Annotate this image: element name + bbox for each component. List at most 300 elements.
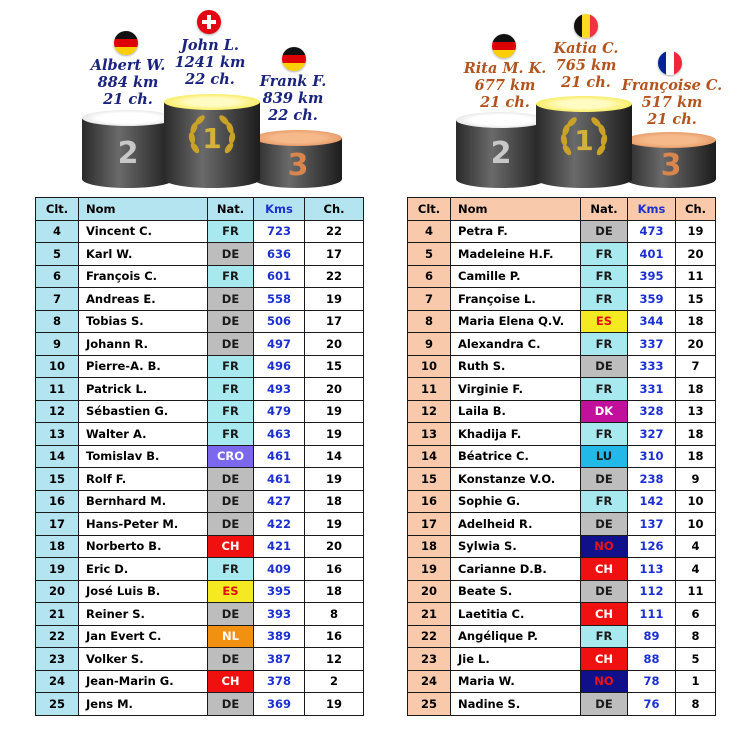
kms-cell: 395 [254, 580, 305, 603]
kms-cell: 636 [254, 243, 305, 266]
nationality-cell: DE [208, 468, 254, 491]
table-row [36, 243, 364, 266]
ch-cell: 11 [676, 265, 716, 288]
nationality-cell: DE [581, 693, 628, 716]
rank-cell: 20 [36, 580, 79, 603]
rank-cell: 23 [408, 648, 451, 671]
rank-cell: 15 [36, 468, 79, 491]
rank-cell: 21 [36, 603, 79, 626]
ch-cell: 19 [305, 288, 364, 311]
table-row [408, 445, 716, 468]
table-row [408, 625, 716, 648]
ch-cell: 2 [305, 670, 364, 693]
table-row [36, 310, 364, 333]
ch-cell: 15 [676, 288, 716, 311]
table-row [36, 580, 364, 603]
nationality-cell: FR [208, 220, 254, 243]
nationality-cell: DE [208, 288, 254, 311]
table-row [408, 288, 716, 311]
kms-cell: 401 [628, 243, 676, 266]
name-cell: Rolf F. [79, 468, 208, 491]
col-header-kms: Kms [628, 198, 676, 221]
ch-cell: 7 [676, 355, 716, 378]
kms-cell: 126 [628, 535, 676, 558]
kms-cell: 310 [628, 445, 676, 468]
german-flag-icon [492, 34, 516, 58]
name-cell: Reiner S. [79, 603, 208, 626]
name-cell: Khadija F. [451, 423, 581, 446]
ch-cell: 15 [305, 355, 364, 378]
name-cell: Laetitia C. [451, 603, 581, 626]
ch-cell: 10 [676, 513, 716, 536]
rank-cell: 16 [36, 490, 79, 513]
third-place-rank: 3 [660, 148, 682, 183]
nationality-cell: FR [581, 625, 628, 648]
german-flag-icon [114, 31, 138, 55]
nationality-cell: FR [581, 288, 628, 311]
table-row [36, 535, 364, 558]
nationality-cell: DE [581, 580, 628, 603]
col-header-kms: Kms [254, 198, 305, 221]
table-row [408, 693, 716, 716]
nationality-cell: DE [581, 355, 628, 378]
name-cell: Eric D. [79, 558, 208, 581]
col-header-clt: Clt. [408, 198, 451, 221]
table-row [408, 558, 716, 581]
rank-cell: 19 [408, 558, 451, 581]
second-place-name: Albert W. [90, 57, 166, 74]
rank-cell: 11 [408, 378, 451, 401]
ch-cell: 16 [305, 558, 364, 581]
kms-cell: 493 [254, 378, 305, 401]
table-row [408, 580, 716, 603]
rank-cell: 23 [36, 648, 79, 671]
kms-cell: 723 [254, 220, 305, 243]
rank-cell: 6 [36, 265, 79, 288]
kms-cell: 331 [628, 378, 676, 401]
second-place-km: 677 km [474, 77, 536, 94]
table-row [36, 400, 364, 423]
table-row [36, 558, 364, 581]
third-place-block [626, 132, 716, 188]
nationality-cell: DE [208, 490, 254, 513]
name-cell: Béatrice C. [451, 445, 581, 468]
table-row [36, 355, 364, 378]
second-place-rank: 2 [117, 136, 139, 171]
ch-cell: 18 [305, 580, 364, 603]
ch-cell: 1 [676, 670, 716, 693]
kms-cell: 387 [254, 648, 305, 671]
nationality-cell: FR [581, 490, 628, 513]
ch-cell: 19 [305, 400, 364, 423]
kms-cell: 238 [628, 468, 676, 491]
rank-cell: 10 [408, 355, 451, 378]
name-cell: Petra F. [451, 220, 581, 243]
kms-cell: 142 [628, 490, 676, 513]
rank-cell: 8 [36, 310, 79, 333]
second-place-block [456, 112, 546, 188]
name-cell: Volker S. [79, 648, 208, 671]
nationality-cell: DE [208, 513, 254, 536]
table-row [408, 513, 716, 536]
name-cell: Ruth S. [451, 355, 581, 378]
table-row [36, 670, 364, 693]
name-cell: Angélique P. [451, 625, 581, 648]
german-flag-icon [282, 47, 306, 71]
nationality-cell: NL [208, 625, 254, 648]
table-row [408, 243, 716, 266]
table-row [36, 220, 364, 243]
col-header-clt: Clt. [36, 198, 79, 221]
first-place-name: John L. [181, 37, 239, 54]
ch-cell: 22 [305, 265, 364, 288]
ch-cell: 19 [676, 220, 716, 243]
ch-cell: 18 [676, 445, 716, 468]
rank-cell: 8 [408, 310, 451, 333]
table-row [36, 490, 364, 513]
second-place-ch: 21 ch. [480, 94, 530, 111]
name-cell: Konstanze V.O. [451, 468, 581, 491]
kms-cell: 409 [254, 558, 305, 581]
rank-cell: 25 [36, 693, 79, 716]
belgian-flag-icon [574, 14, 598, 38]
rank-cell: 5 [408, 243, 451, 266]
kms-cell: 112 [628, 580, 676, 603]
name-cell: Sébastien G. [79, 400, 208, 423]
ch-cell: 6 [676, 603, 716, 626]
first-place-km: 765 km [555, 57, 617, 74]
rank-cell: 22 [36, 625, 79, 648]
ch-cell: 20 [676, 243, 716, 266]
nationality-cell: CRO [208, 445, 254, 468]
kms-cell: 601 [254, 265, 305, 288]
table-row [36, 603, 364, 626]
name-cell: Virginie F. [451, 378, 581, 401]
nationality-cell: DK [581, 400, 628, 423]
nationality-cell: FR [208, 378, 254, 401]
kms-cell: 333 [628, 355, 676, 378]
rank-cell: 20 [408, 580, 451, 603]
col-header-ch: Ch. [305, 198, 364, 221]
rank-cell: 15 [408, 468, 451, 491]
kms-cell: 422 [254, 513, 305, 536]
table-row [408, 603, 716, 626]
rank-cell: 22 [408, 625, 451, 648]
first-place-name: Katia C. [553, 40, 619, 57]
ch-cell: 8 [676, 693, 716, 716]
first-place-block [164, 94, 260, 188]
ch-cell: 19 [305, 513, 364, 536]
name-cell: Maria W. [451, 670, 581, 693]
third-place-ch: 21 ch. [647, 111, 697, 128]
women-podium [376, 0, 751, 195]
ch-cell: 19 [305, 468, 364, 491]
name-cell: Jean-Marin G. [79, 670, 208, 693]
nationality-cell: FR [581, 265, 628, 288]
kms-cell: 78 [628, 670, 676, 693]
ch-cell: 19 [305, 423, 364, 446]
third-place-rank: 3 [287, 148, 309, 183]
french-flag-icon [658, 51, 682, 75]
kms-cell: 463 [254, 423, 305, 446]
name-cell: Tomislav B. [79, 445, 208, 468]
ch-cell: 4 [676, 535, 716, 558]
ch-cell: 5 [676, 648, 716, 671]
second-place-name: Rita M. K. [463, 60, 547, 77]
nationality-cell: DE [581, 513, 628, 536]
ch-cell: 19 [305, 693, 364, 716]
nationality-cell: CH [581, 558, 628, 581]
table-row [408, 400, 716, 423]
table-row [408, 310, 716, 333]
table-row [36, 693, 364, 716]
name-cell: Patrick L. [79, 378, 208, 401]
kms-cell: 479 [254, 400, 305, 423]
nationality-cell: FR [208, 423, 254, 446]
ch-cell: 20 [305, 378, 364, 401]
name-cell: Camille P. [451, 265, 581, 288]
nationality-cell: FR [581, 423, 628, 446]
col-header-nat: Nat. [208, 198, 254, 221]
table-row [36, 333, 364, 356]
kms-cell: 359 [628, 288, 676, 311]
name-cell: Walter A. [79, 423, 208, 446]
rank-cell: 18 [408, 535, 451, 558]
table-row [36, 378, 364, 401]
nationality-cell: ES [208, 580, 254, 603]
name-cell: Maria Elena Q.V. [451, 310, 581, 333]
table-row [408, 333, 716, 356]
name-cell: Norberto B. [79, 535, 208, 558]
nationality-cell: FR [208, 400, 254, 423]
ch-cell: 20 [305, 333, 364, 356]
name-cell: Jens M. [79, 693, 208, 716]
table-row [408, 355, 716, 378]
nationality-cell: DE [208, 243, 254, 266]
rank-cell: 16 [408, 490, 451, 513]
table-row [36, 625, 364, 648]
first-place-rank: 1 [202, 122, 222, 155]
ch-cell: 11 [676, 580, 716, 603]
kms-cell: 497 [254, 333, 305, 356]
table-row [408, 670, 716, 693]
nationality-cell: NO [581, 535, 628, 558]
nationality-cell: CH [208, 670, 254, 693]
table-row [36, 288, 364, 311]
ch-cell: 10 [676, 490, 716, 513]
nationality-cell: DE [208, 333, 254, 356]
table-row [36, 265, 364, 288]
table-header-row [408, 198, 716, 221]
third-place-km: 517 km [641, 94, 703, 111]
nationality-cell: CH [208, 535, 254, 558]
name-cell: Madeleine H.F. [451, 243, 581, 266]
ch-cell: 16 [305, 625, 364, 648]
first-place-ch: 21 ch. [561, 74, 611, 91]
kms-cell: 558 [254, 288, 305, 311]
first-place-rank: 1 [574, 124, 594, 157]
kms-cell: 111 [628, 603, 676, 626]
rank-cell: 13 [36, 423, 79, 446]
nationality-cell: FR [208, 355, 254, 378]
nationality-cell: LU [581, 445, 628, 468]
rank-cell: 4 [408, 220, 451, 243]
table-row [408, 378, 716, 401]
ch-cell: 20 [676, 333, 716, 356]
nationality-cell: DE [208, 603, 254, 626]
kms-cell: 137 [628, 513, 676, 536]
name-cell: Alexandra C. [451, 333, 581, 356]
name-cell: François C. [79, 265, 208, 288]
kms-cell: 328 [628, 400, 676, 423]
kms-cell: 327 [628, 423, 676, 446]
ch-cell: 8 [676, 625, 716, 648]
ch-cell: 17 [305, 243, 364, 266]
kms-cell: 496 [254, 355, 305, 378]
second-place-block [82, 110, 174, 188]
kms-cell: 427 [254, 490, 305, 513]
rank-cell: 12 [36, 400, 79, 423]
table-row [36, 445, 364, 468]
rank-cell: 14 [408, 445, 451, 468]
nationality-cell: DE [581, 468, 628, 491]
women-ranking-table [407, 197, 716, 716]
rank-cell: 14 [36, 445, 79, 468]
kms-cell: 89 [628, 625, 676, 648]
table-row [408, 220, 716, 243]
name-cell: Jie L. [451, 648, 581, 671]
ch-cell: 13 [676, 400, 716, 423]
name-cell: Adelheid R. [451, 513, 581, 536]
rank-cell: 9 [408, 333, 451, 356]
name-cell: Sylwia S. [451, 535, 581, 558]
ch-cell: 4 [676, 558, 716, 581]
kms-cell: 461 [254, 468, 305, 491]
kms-cell: 113 [628, 558, 676, 581]
ch-cell: 22 [305, 220, 364, 243]
name-cell: Hans-Peter M. [79, 513, 208, 536]
name-cell: Pierre-A. B. [79, 355, 208, 378]
nationality-cell: DE [208, 648, 254, 671]
name-cell: Vincent C. [79, 220, 208, 243]
ch-cell: 18 [676, 378, 716, 401]
kms-cell: 344 [628, 310, 676, 333]
table-row [408, 468, 716, 491]
ch-cell: 18 [305, 490, 364, 513]
third-place-label [620, 77, 724, 128]
rank-cell: 17 [408, 513, 451, 536]
table-header-row [36, 198, 364, 221]
kms-cell: 461 [254, 445, 305, 468]
second-place-km: 884 km [97, 74, 159, 91]
nationality-cell: CH [581, 648, 628, 671]
nationality-cell: DE [581, 220, 628, 243]
second-place-rank: 2 [490, 136, 512, 171]
rank-cell: 17 [36, 513, 79, 536]
kms-cell: 389 [254, 625, 305, 648]
rank-cell: 9 [36, 333, 79, 356]
rank-cell: 13 [408, 423, 451, 446]
nationality-cell: FR [581, 378, 628, 401]
rank-cell: 7 [408, 288, 451, 311]
third-place-name: Françoise C. [621, 77, 723, 94]
rank-cell: 5 [36, 243, 79, 266]
ch-cell: 8 [305, 603, 364, 626]
third-place-block [254, 130, 342, 188]
col-header-nom: Nom [451, 198, 581, 221]
second-place-ch: 21 ch. [103, 91, 153, 108]
name-cell: José Luis B. [79, 580, 208, 603]
nationality-cell: NO [581, 670, 628, 693]
table-row [36, 423, 364, 446]
kms-cell: 421 [254, 535, 305, 558]
rank-cell: 11 [36, 378, 79, 401]
first-place-block [536, 96, 632, 188]
rank-cell: 6 [408, 265, 451, 288]
ch-cell: 17 [305, 310, 364, 333]
table-row [36, 648, 364, 671]
rank-cell: 18 [36, 535, 79, 558]
name-cell: Beate S. [451, 580, 581, 603]
col-header-nom: Nom [79, 198, 208, 221]
ch-cell: 12 [305, 648, 364, 671]
name-cell: Karl W. [79, 243, 208, 266]
name-cell: Bernhard M. [79, 490, 208, 513]
kms-cell: 88 [628, 648, 676, 671]
rank-cell: 25 [408, 693, 451, 716]
kms-cell: 393 [254, 603, 305, 626]
name-cell: Laila B. [451, 400, 581, 423]
first-place-ch: 22 ch. [185, 71, 235, 88]
kms-cell: 378 [254, 670, 305, 693]
table-row [36, 468, 364, 491]
third-place-ch: 22 ch. [268, 107, 318, 124]
rank-cell: 4 [36, 220, 79, 243]
kms-cell: 395 [628, 265, 676, 288]
col-header-ch: Ch. [676, 198, 716, 221]
nationality-cell: FR [208, 265, 254, 288]
name-cell: Carianne D.B. [451, 558, 581, 581]
rank-cell: 12 [408, 400, 451, 423]
table-row [408, 535, 716, 558]
nationality-cell: FR [208, 558, 254, 581]
swiss-flag-icon [197, 10, 221, 34]
table-row [36, 513, 364, 536]
table-row [408, 490, 716, 513]
kms-cell: 369 [254, 693, 305, 716]
kms-cell: 337 [628, 333, 676, 356]
men-ranking-table [35, 197, 364, 716]
rank-cell: 7 [36, 288, 79, 311]
table-row [408, 648, 716, 671]
ch-cell: 20 [305, 535, 364, 558]
rank-cell: 24 [408, 670, 451, 693]
men-podium [0, 0, 375, 195]
name-cell: Johann R. [79, 333, 208, 356]
name-cell: Sophie G. [451, 490, 581, 513]
name-cell: Jan Evert C. [79, 625, 208, 648]
col-header-nat: Nat. [581, 198, 628, 221]
first-place-km: 1241 km [174, 54, 246, 71]
rank-cell: 19 [36, 558, 79, 581]
table-row [408, 423, 716, 446]
table-row [408, 265, 716, 288]
rank-cell: 21 [408, 603, 451, 626]
third-place-name: Frank F. [259, 73, 327, 90]
kms-cell: 76 [628, 693, 676, 716]
nationality-cell: ES [581, 310, 628, 333]
kms-cell: 506 [254, 310, 305, 333]
